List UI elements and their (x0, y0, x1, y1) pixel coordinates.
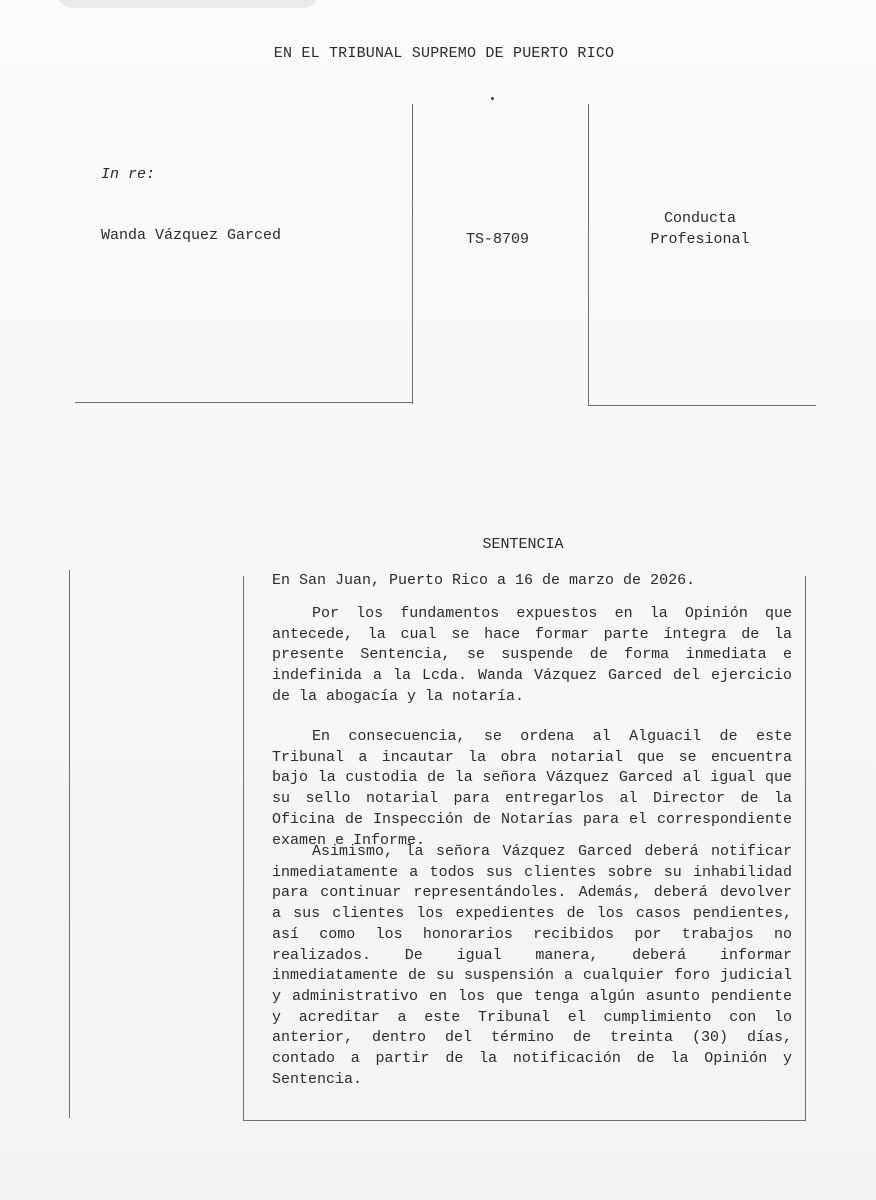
body-frame-right (805, 576, 806, 1121)
caption-underline-left (75, 402, 413, 403)
top-overlay-tab (55, 0, 320, 8)
party-name: Wanda Vázquez Garced (101, 227, 282, 244)
dateline: En San Juan, Puerto Rico a 16 de marzo de 2026. (272, 572, 696, 589)
court-header: EN EL TRIBUNAL SUPREMO DE PUERTO RICO (273, 45, 615, 62)
paragraph-2: En consecuencia, se ordena al Alguacil de este Tribunal a incautar la obra notarial que se encuentra bajo la custodia de la señora Vázquez Garced al igual que su sello notarial para entregarlos al Director de la Oficina de Inspección de Notarías para el correspondiente examen e Informe. (272, 728, 792, 849)
matter-type (620, 208, 780, 250)
left-margin-rule (69, 570, 70, 1118)
caption-divider-right (588, 104, 589, 406)
judgment-title: SENTENCIA (482, 536, 564, 553)
body-frame-bottom (243, 1120, 806, 1121)
caption-underline-right (588, 405, 816, 406)
caption-divider-left (412, 104, 413, 404)
in-re-label: In re: (101, 166, 156, 183)
stray-dot (491, 97, 494, 100)
paragraph-1: Por los fundamentos expuestos en la Opinión que antecede, la cual se hace formar parte íntegra de la presente Sentencia, se suspende de forma inmediata e indefinida a la Lcda. Wanda Vázquez Garced del ejercicio de la abogacía y la notaría. (272, 605, 792, 705)
case-number: TS-8709 (466, 231, 530, 248)
matter-line-1: Conducta (663, 210, 736, 227)
matter-line-2: Profesional (650, 231, 750, 248)
body-frame-left (243, 576, 244, 1121)
paragraph-3: Asimismo, la señora Vázquez Garced deberá notificar inmediatamente a todos sus clientes sobre su inhabilidad para continuar representándoles. Además, deberá devolver a sus clientes los expedientes de los casos pendientes, así como los honorarios recibidos por trabajos no realizados. De igual manera, deberá informar inmediatamente de su suspensión a cualquier foro judicial y administrativo en los que tenga algún asunto pendiente y acreditar a este Tribunal el cumplimiento con lo anterior, dentro del término de treinta (30) días, contado a partir de la notificación de la Opinión y Sentencia. (272, 843, 792, 1088)
